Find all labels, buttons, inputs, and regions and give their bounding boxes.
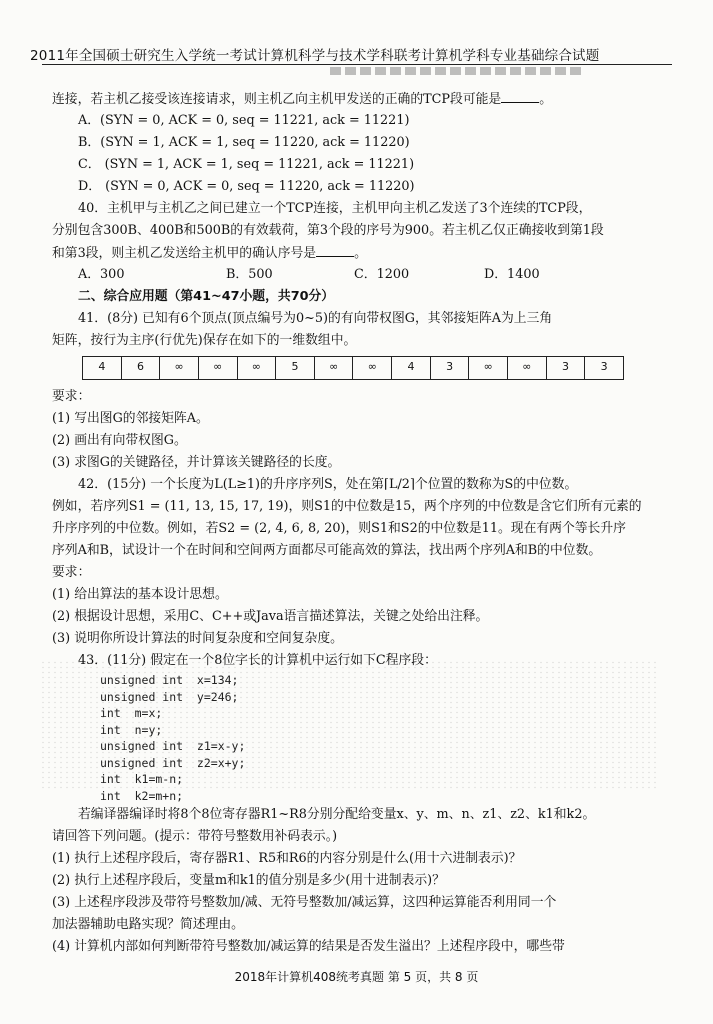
code-line: unsigned int y=246; xyxy=(100,689,239,704)
q39-option-c: C． (SYN = 1, ACK = 1, seq = 11221, ack = 11221) xyxy=(78,157,415,172)
answer-blank xyxy=(501,88,539,103)
code-line: int m=x; xyxy=(100,706,163,720)
array-cell: 6 xyxy=(122,357,161,379)
q42-req-1: (1) 给出算法的基本设计思想。 xyxy=(52,587,228,602)
q41-req-1: (1) 写出图G的邻接矩阵A。 xyxy=(52,411,209,426)
q40-option-c: C．1200 xyxy=(354,267,410,282)
code-line: int k2=m+n; xyxy=(100,788,184,803)
code-line: unsigned int z2=x+y; xyxy=(100,755,246,770)
q43-line1: 43．(11分) 假定在一个8位字长的计算机中运行如下C程序段： xyxy=(78,653,437,668)
code-line: int k1=m-n; xyxy=(100,772,184,786)
array-cell: ∞ xyxy=(199,357,238,379)
q40-option-b: B．500 xyxy=(226,267,273,282)
q41-array xyxy=(82,356,624,380)
array-cell: ∞ xyxy=(315,357,354,379)
q39-option-a: A．(SYN = 0, ACK = 0, seq = 11221, ack = 11221) xyxy=(78,113,410,128)
array-cell: 3 xyxy=(431,357,470,379)
array-cell: 3 xyxy=(547,357,586,379)
q39-option-d: D． (SYN = 0, ACK = 0, seq = 11220, ack = 11220) xyxy=(78,179,415,194)
q42-line1: 42．(15分) 一个长度为L(L≥1)的升序序列S，处在第⌈L/2⌉个位置的数称为S的中位数。 xyxy=(52,474,672,496)
header-scan-marks xyxy=(330,66,620,76)
q43-q3: (3) 上述程序段涉及带符号整数加/减、无符号整数加/减运算，这四种运算能否利用同一个 xyxy=(52,895,557,910)
array-cell: ∞ xyxy=(469,357,508,379)
q42-req-3: (3) 说明你所设计算法的时间复杂度和空间复杂度。 xyxy=(52,631,343,646)
q42-req-title: 要求： xyxy=(52,565,91,580)
array-cell: ∞ xyxy=(238,357,277,379)
q43-after1: 若编译器编译时将8个8位寄存器R1~R8分别分配给变量x、y、m、n、z1、z2、k1和k2。 xyxy=(78,807,596,822)
array-cell: ∞ xyxy=(160,357,199,379)
code-line: unsigned int x=134; xyxy=(100,673,239,687)
q40-option-d: D．1400 xyxy=(484,267,540,282)
q40-line2: 分别包含300B、400B和500B的有效载荷，第3个段的序号为900。若主机乙仅正确接收到第1段 xyxy=(52,223,604,238)
q39-tail: 连接，若主机乙接受该连接请求，则主机乙向主机甲发送的正确的TCP段可能是 。 xyxy=(52,88,672,110)
q43-after2: 请回答下列问题。(提示：带符号整数用补码表示。) xyxy=(52,829,338,844)
array-cell: ∞ xyxy=(508,357,547,379)
array-cell: 3 xyxy=(600,360,608,373)
array-cell: 4 xyxy=(83,357,122,379)
header-divider xyxy=(42,64,672,65)
code-line: int n=y; xyxy=(100,722,163,737)
answer-blank xyxy=(316,242,354,257)
q43-q2: (2) 执行上述程序段后，变量m和k1的值分别是多少(用十进制表示)？ xyxy=(52,873,445,888)
floor-expression: ⌈L/2⌉ xyxy=(383,477,415,492)
q41-line2: 矩阵，按行为主序(行优先)保存在如下的一维数组中。 xyxy=(52,333,357,348)
q41-req-title: 要求： xyxy=(52,389,91,404)
q40-line3: 和第3段，则主机乙发送给主机甲的确认序号是 。 xyxy=(52,242,672,264)
q43-q3-cont: 加法器辅助电路实现？简述理由。 xyxy=(52,917,244,932)
code-line: unsigned int z1=x-y; xyxy=(100,739,246,753)
q39-option-b: B．(SYN = 1, ACK = 1, seq = 11220, ack = 11220) xyxy=(78,135,410,150)
q43-q1: (1) 执行上述程序段后，寄存器R1、R5和R6的内容分别是什么(用十六进制表示)？ xyxy=(52,851,522,866)
q42-req-2: (2) 根据设计思想，采用C、C++或Java语言描述算法，关键之处给出注释。 xyxy=(52,609,489,624)
array-cell: ∞ xyxy=(353,357,392,379)
q42-line4: 序列A和B，试设计一个在时间和空间两方面都尽可能高效的算法，找出两个序列A和B的中位数。 xyxy=(52,543,602,558)
array-cell: 5 xyxy=(276,357,315,379)
array-cell: 4 xyxy=(392,357,431,379)
page-footer: 2018年计算机408统考真题 第 5 页，共 8 页 xyxy=(234,970,479,984)
q40-option-a: A．300 xyxy=(78,267,125,282)
section-2-title: 二、综合应用题（第41~47小题，共70分） xyxy=(78,289,335,304)
q42-line3: 升序序列的中位数。例如，若S2 = (2, 4, 6, 8, 20)，则S1和S2的中位数是11。现在有两个等长升序 xyxy=(52,521,626,536)
page-content xyxy=(52,88,672,958)
page-header-title: 2011年全国硕士研究生入学统一考试计算机科学与技术学科联考计算机学科专业基础综合试题 xyxy=(30,48,600,64)
q40-line1: 40．主机甲与主机乙之间已建立一个TCP连接，主机甲向主机乙发送了3个连续的TCP段， xyxy=(78,201,592,216)
q42-line2: 例如，若序列S1 = (11, 13, 15, 17, 19)，则S1的中位数是15，两个序列的中位数是含它们所有元素的 xyxy=(52,499,642,514)
q41-req-3: (3) 求图G的关键路径，并计算该关键路径的长度。 xyxy=(52,455,341,470)
q40-options xyxy=(52,264,672,286)
q43-q4: (4) 计算机内部如何判断带符号整数加/减运算的结果是否发生溢出？上述程序段中，哪些带 xyxy=(52,939,565,954)
q41-line1: 41．(8分) 已知有6个顶点(顶点编号为0~5)的有向带权图G，其邻接矩阵A为上三角 xyxy=(78,311,553,326)
q41-req-2: (2) 画出有向带权图G。 xyxy=(52,433,187,448)
